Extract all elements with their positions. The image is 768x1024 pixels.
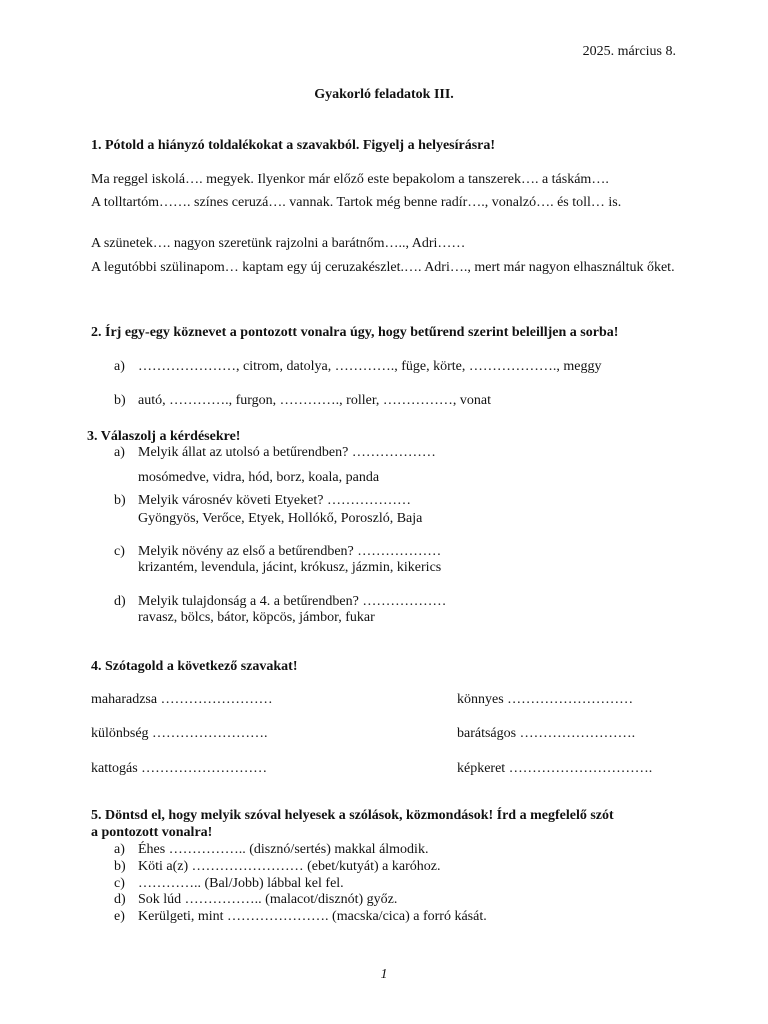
item-text: …………………, citrom, datolya, …………., füge, körte, ………………., meggy xyxy=(138,359,602,374)
section-3-question-b xyxy=(114,492,411,509)
syllable-word-3: különbség ……………………. xyxy=(91,726,268,741)
section-3-options-a: mosómedve, vidra, hód, borz, koala, panda xyxy=(138,470,380,485)
item-label: a) xyxy=(114,842,125,857)
section-1-paragraph-2: A tolltartóm……. színes ceruzá…. vannak. Tartok még benne radír…., vonalzó…. és toll… is. xyxy=(91,195,622,210)
syllable-word-4: barátságos ……………………. xyxy=(457,726,636,741)
item-label: d) xyxy=(114,594,126,609)
section-5-item-c xyxy=(114,875,344,892)
item-text: Sok lúd …………….. (malacot/disznót) győz. xyxy=(138,892,398,907)
section-1-paragraph-3: A szünetek…. nagyon szeretünk rajzolni a barátnőm….., Adri…… xyxy=(91,236,466,251)
item-label: b) xyxy=(114,493,126,508)
item-text: Éhes …………….. (disznó/sertés) makkal álmodik. xyxy=(138,842,429,857)
section-2-item-b xyxy=(114,392,491,409)
item-label: c) xyxy=(114,544,125,559)
item-label: b) xyxy=(114,859,126,874)
section-3-options-b: Gyöngyös, Verőce, Etyek, Hollókő, Poroszló, Baja xyxy=(138,511,423,526)
section-3-options-c: krizantém, levendula, jácint, krókusz, jázmin, kikerics xyxy=(138,560,442,575)
section-3-question-a xyxy=(114,444,436,461)
date: 2025. március 8. xyxy=(582,44,676,59)
item-label: c) xyxy=(114,876,125,891)
item-label: d) xyxy=(114,892,126,907)
section-1-paragraph-4: A legutóbbi szülinapom… kaptam egy új ceruzakészlet.…. Adri…., mert már nagyon elhasználtuk őket. xyxy=(91,260,675,275)
item-label: b) xyxy=(114,393,126,408)
section-4-heading: 4. Szótagold a következő szavakat! xyxy=(91,659,298,674)
section-2-heading: 2. Írj egy-egy köznevet a pontozott vonalra úgy, hogy betűrend szerint beleilljen a sorba! xyxy=(91,325,619,340)
section-3-options-d: ravasz, bölcs, bátor, köpcös, jámbor, fukar xyxy=(138,610,375,625)
page-title: Gyakorló feladatok III. xyxy=(314,87,454,102)
question-text: Melyik állat az utolsó a betűrendben? ……………… xyxy=(138,445,436,460)
section-3-heading: 3. Válaszolj a kérdésekre! xyxy=(87,429,241,444)
question-text: Melyik városnév követi Etyeket? ……………… xyxy=(138,493,411,508)
section-5-heading-line-2: a pontozott vonalra! xyxy=(91,825,213,840)
question-text: Melyik növény az első a betűrendben? ……………… xyxy=(138,544,442,559)
syllable-word-6: képkeret …………………………. xyxy=(457,761,653,776)
section-1-paragraph-1: Ma reggel iskolá…. megyek. Ilyenkor már előző este bepakolom a tanszerek…. a táskám…. xyxy=(91,172,609,187)
question-text: Melyik tulajdonság a 4. a betűrendben? ……………… xyxy=(138,594,447,609)
item-text: Köti a(z) …………………… (ebet/kutyát) a karóhoz. xyxy=(138,859,441,874)
syllable-word-1: maharadzsa …………………… xyxy=(91,692,273,707)
section-5-item-e xyxy=(114,908,487,925)
syllable-word-2: könnyes ……………………… xyxy=(457,692,634,707)
item-text: ………….. (Bal/Jobb) lábbal kel fel. xyxy=(138,876,344,891)
section-3-question-c xyxy=(114,543,441,560)
item-label: e) xyxy=(114,909,125,924)
section-5-item-b xyxy=(114,858,440,875)
section-5-item-d xyxy=(114,891,397,908)
section-3-question-d xyxy=(114,593,446,610)
item-text: autó, …………., furgon, …………., roller, ……………, vonat xyxy=(138,393,492,408)
page-number: 1 xyxy=(380,967,388,982)
item-label: a) xyxy=(114,359,125,374)
section-2-item-a xyxy=(114,358,602,375)
item-label: a) xyxy=(114,445,125,460)
section-5-item-a xyxy=(114,841,428,858)
item-text: Kerülgeti, mint …………………. (macska/cica) a forró kását. xyxy=(138,909,487,924)
syllable-word-5: kattogás ……………………… xyxy=(91,761,268,776)
section-5-heading-line-1: 5. Döntsd el, hogy melyik szóval helyesek a szólások, közmondások! Írd a megfelelő szót xyxy=(91,808,614,823)
section-1-heading: 1. Pótold a hiányzó toldalékokat a szavakból. Figyelj a helyesírásra! xyxy=(91,138,496,153)
